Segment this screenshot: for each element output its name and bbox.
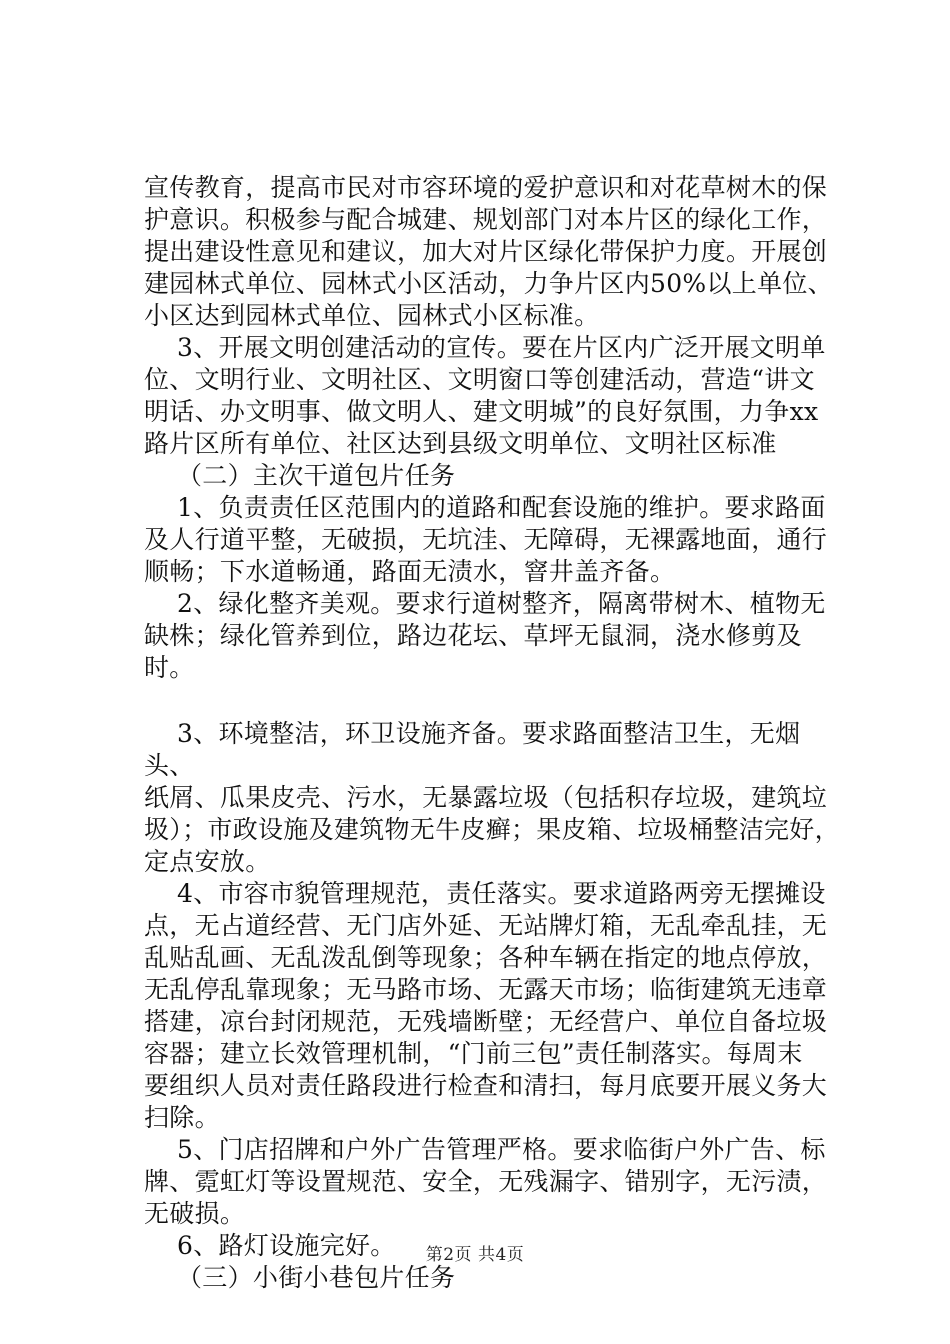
text-line: 搭建，凉台封闭规范，无残墙断壁；无经营户、单位自备垃圾 xyxy=(144,1007,828,1036)
text-line: 及人行道平整，无破损，无坑洼、无障碍，无裸露地面，通行 xyxy=(144,525,828,554)
text-line: 定点安放。 xyxy=(144,847,271,876)
text-line: 4、市容市貌管理规范，责任落实。要求道路两旁无摆摊设 xyxy=(144,879,826,908)
text-line: 1、负责责任区范围内的道路和配套设施的维护。要求路面 xyxy=(144,493,826,522)
text-line: 提出建设性意见和建议，加大对片区绿化带保护力度。开展创 xyxy=(144,237,828,266)
text-line: 扫除。 xyxy=(144,1103,220,1132)
text-line: 路片区所有单位、社区达到县级文明单位、文明社区标准 xyxy=(144,429,777,458)
text-line: 5、门店招牌和户外广告管理严格。要求临街户外广告、标 xyxy=(144,1135,826,1164)
text-line: 无乱停乱靠现象；无马路市场、无露天市场；临街建筑无违章 xyxy=(144,975,828,1004)
section-heading: （二）主次干道包片任务 xyxy=(144,461,456,490)
text-line: 护意识。积极参与配合城建、规划部门对本片区的绿化工作， xyxy=(144,205,828,234)
text-line: 乱贴乱画、无乱泼乱倒等现象；各种车辆在指定的地点停放， xyxy=(144,943,828,972)
text-line: 明话、办文明事、做文明人、建文明城”的良好氛围，力争xx xyxy=(144,397,819,426)
text-line: 圾）；市政设施及建筑物无牛皮癣；果皮箱、垃圾桶整洁完好， xyxy=(144,815,840,844)
text-line: 缺株；绿化管养到位，路边花坛、草坪无鼠洞，浇水修剪及时。 xyxy=(144,621,802,682)
page-number-footer: 第2页 共4页 xyxy=(425,1245,525,1265)
text-line: 纸屑、瓜果皮壳、污水，无暴露垃圾（包括积存垃圾，建筑垃 xyxy=(144,783,828,812)
text-line: 小区达到园林式单位、园林式小区标准。 xyxy=(144,301,600,330)
text-line: 容器；建立长效管理机制，“门前三包”责任制落实。每周末 xyxy=(144,1039,803,1068)
text-line: 牌、霓虹灯等设置规范、安全，无残漏字、错别字，无污渍， xyxy=(144,1167,828,1196)
text-line: 建园林式单位、园林式小区活动，力争片区内50%以上单位、 xyxy=(144,269,833,298)
text-line: 3、开展文明创建活动的宣传。要在片区内广泛开展文明单 xyxy=(144,333,826,362)
text-line: 位、文明行业、文明社区、文明窗口等创建活动，营造“讲文 xyxy=(144,365,815,394)
text-line: 2、绿化整齐美观。要求行道树整齐，隔离带树木、植物无 xyxy=(144,589,826,618)
text-line: 无破损。 xyxy=(144,1199,246,1228)
document-body xyxy=(144,172,844,1294)
text-line: 3、环境整洁，环卫设施齐备。要求路面整洁卫生，无烟头、 xyxy=(144,719,801,780)
text-line: 宣传教育，提高市民对市容环境的爱护意识和对花草树木的保 xyxy=(144,173,828,202)
text-line: 顺畅；下水道畅通，路面无渍水，窨井盖齐备。 xyxy=(144,557,676,586)
text-line: 6、路灯设施完好。 xyxy=(144,1231,396,1260)
section-heading: （三）小街小巷包片任务 xyxy=(144,1263,456,1292)
text-line: 要组织人员对责任路段进行检查和清扫，每月底要开展义务大 xyxy=(144,1071,828,1100)
text-line: 点，无占道经营、无门店外延、无站牌灯箱，无乱牵乱挂，无 xyxy=(144,911,828,940)
paragraph-gap xyxy=(144,684,844,718)
